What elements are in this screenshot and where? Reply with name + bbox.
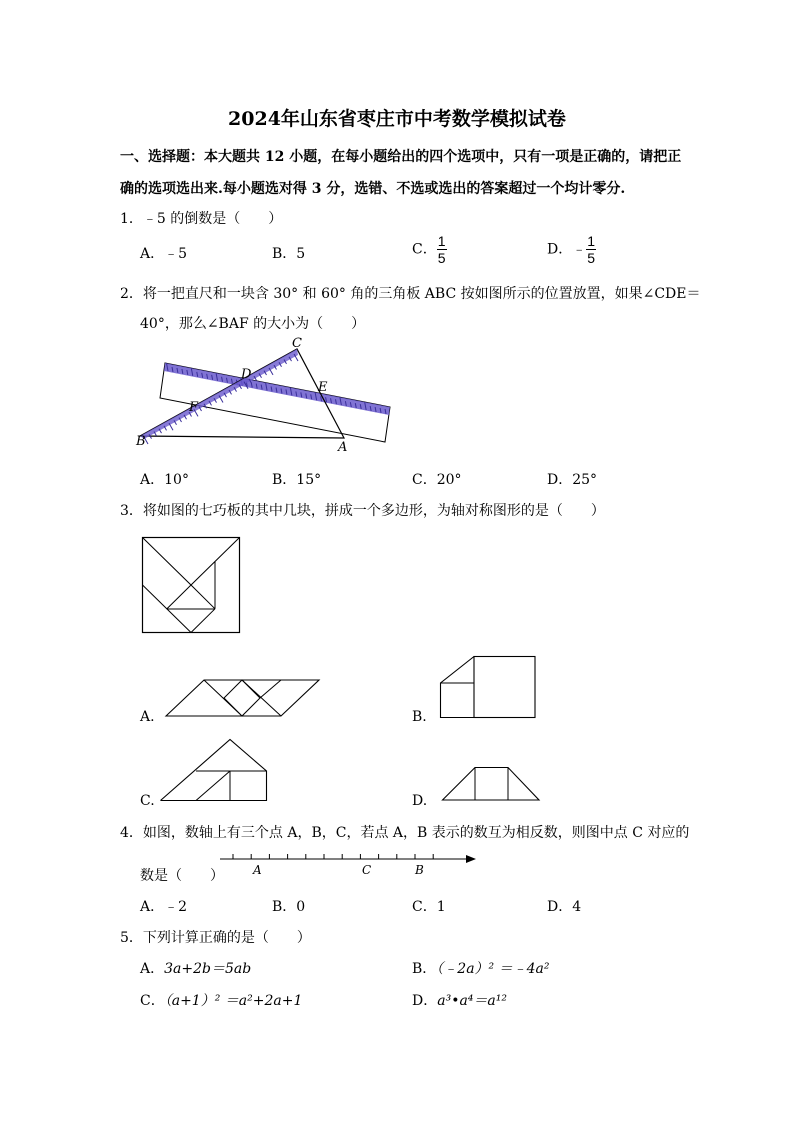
q4-option-b[interactable] bbox=[272, 896, 305, 916]
q3-option-a[interactable]: A. bbox=[140, 709, 155, 725]
q4-option-d[interactable] bbox=[547, 896, 581, 916]
fraction-denominator: 5 bbox=[437, 250, 446, 266]
question-4-stem-line2: 数是（ ） bbox=[140, 868, 224, 884]
q5-option-d[interactable] bbox=[412, 990, 507, 1010]
q4-option-a[interactable] bbox=[140, 896, 187, 916]
question-5-stem: 5．下列计算正确的是（ ） bbox=[120, 930, 311, 946]
q3-option-a-figure bbox=[166, 680, 320, 718]
fraction-numerator: 1 bbox=[437, 233, 446, 249]
q2-ruler-triangle-figure bbox=[130, 335, 400, 460]
q5-option-a[interactable] bbox=[140, 958, 251, 978]
q3-option-d[interactable]: D. bbox=[412, 793, 428, 809]
q1-option-d-label: D． bbox=[547, 241, 573, 258]
q1-option-b-label: B． bbox=[272, 246, 297, 262]
q1-option-d-fraction bbox=[586, 233, 596, 266]
q5-option-d-label: D． bbox=[412, 993, 438, 1009]
q1-option-c-label: C． bbox=[412, 241, 437, 258]
q2-option-d[interactable] bbox=[547, 469, 597, 489]
q2-option-c-text: 20° bbox=[436, 472, 462, 488]
q1-option-a-label: A． bbox=[140, 246, 165, 262]
q2-option-b[interactable] bbox=[272, 469, 321, 489]
q1-option-c[interactable] bbox=[412, 233, 447, 266]
q4-option-b-text: 0 bbox=[296, 899, 306, 915]
question-1-stem: 1．﹣5 的倒数是（ ） bbox=[120, 211, 283, 227]
q5-option-a-label: A． bbox=[140, 961, 165, 977]
q5-option-a-text: 3a+2b＝5ab bbox=[164, 961, 252, 977]
q3-option-d-figure bbox=[442, 767, 540, 801]
q4-option-d-label: D． bbox=[547, 899, 573, 915]
label-c: C bbox=[292, 336, 302, 351]
q2-option-a-label: A． bbox=[140, 472, 165, 488]
q5-option-b[interactable] bbox=[412, 958, 549, 978]
q3-option-c[interactable]: C. bbox=[140, 793, 155, 809]
q4-number-line bbox=[220, 850, 480, 880]
question-4-stem-line1: 4．如图，数轴上有三个点 A，B，C，若点 A，B 表示的数互为相反数，则图中点 C 对应的 bbox=[120, 825, 690, 841]
q5-option-c[interactable] bbox=[140, 990, 302, 1010]
question-2-stem-line1: 2．将一把直尺和一块含 30° 和 60° 角的三角板 ABC 按如图所示的位置放置，如果∠CDE＝ bbox=[120, 286, 701, 302]
q1-option-d[interactable] bbox=[547, 233, 596, 266]
q4-option-b-label: B． bbox=[272, 899, 297, 915]
q4-option-a-text: ﹣2 bbox=[164, 899, 188, 915]
q5-option-d-text: a³•a⁴＝a¹² bbox=[437, 993, 507, 1009]
fraction-numerator: 1 bbox=[587, 233, 596, 249]
question-2-stem-line2: 40°，那么∠BAF 的大小为（ ） bbox=[140, 316, 366, 332]
q2-option-c[interactable] bbox=[412, 469, 462, 489]
fraction-denominator: 5 bbox=[587, 250, 596, 266]
q2-option-a-text: 10° bbox=[164, 472, 189, 488]
q1-option-b-text: 5 bbox=[296, 246, 306, 262]
label-b: B bbox=[136, 434, 146, 449]
axis-label-b: B bbox=[415, 863, 424, 877]
q1-option-b[interactable] bbox=[272, 243, 305, 263]
q3-option-c-figure bbox=[160, 739, 268, 801]
axis-label-a: A bbox=[253, 863, 262, 877]
q1-option-d-sign: ﹣ bbox=[572, 241, 587, 258]
q4-option-c-label: C． bbox=[412, 899, 437, 915]
q2-option-d-text: 25° bbox=[572, 472, 598, 488]
label-e: E bbox=[318, 380, 328, 395]
section-instructions-line1: 一、选择题：本大题共 12 小题，在每小题给出的四个选项中，只有一项是正确的，请把正 bbox=[120, 149, 682, 165]
q4-option-c[interactable] bbox=[412, 896, 446, 916]
q3-option-b[interactable]: B. bbox=[412, 709, 427, 725]
q2-option-b-label: B． bbox=[272, 472, 297, 488]
q5-option-b-label: B． bbox=[412, 961, 437, 977]
q5-option-c-label: C． bbox=[140, 993, 165, 1009]
label-f: F bbox=[189, 400, 199, 415]
q4-option-a-label: A． bbox=[140, 899, 165, 915]
q5-option-c-text: （a+1）² ＝a²+2a+1 bbox=[164, 993, 303, 1009]
q3-option-b-figure bbox=[440, 656, 536, 718]
axis-label-c: C bbox=[362, 863, 372, 877]
q2-option-b-text: 15° bbox=[296, 472, 322, 488]
q4-option-d-text: 4 bbox=[572, 899, 582, 915]
q3-tangram-figure bbox=[142, 537, 240, 633]
q5-option-b-text: （﹣2a）² ＝﹣4a² bbox=[436, 961, 550, 977]
label-d: D bbox=[241, 367, 252, 382]
section-instructions-line2: 确的选项选出来.每小题选对得 3 分，选错、不选或选出的答案超过一个均计零分. bbox=[120, 181, 626, 197]
label-a: A bbox=[338, 440, 348, 455]
q2-option-d-label: D． bbox=[547, 472, 573, 488]
q1-option-c-fraction bbox=[437, 233, 447, 266]
question-3-stem: 3．将如图的七巧板的其中几块，拼成一个多边形，为轴对称图形的是（ ） bbox=[120, 503, 605, 519]
q4-option-c-text: 1 bbox=[436, 899, 446, 915]
q2-option-c-label: C． bbox=[412, 472, 437, 488]
q1-option-a[interactable] bbox=[140, 243, 187, 263]
page-title: 2024年山东省枣庄市中考数学模拟试卷 bbox=[228, 108, 566, 130]
q1-option-a-text: ﹣5 bbox=[164, 246, 188, 262]
q2-option-a[interactable] bbox=[140, 469, 189, 489]
